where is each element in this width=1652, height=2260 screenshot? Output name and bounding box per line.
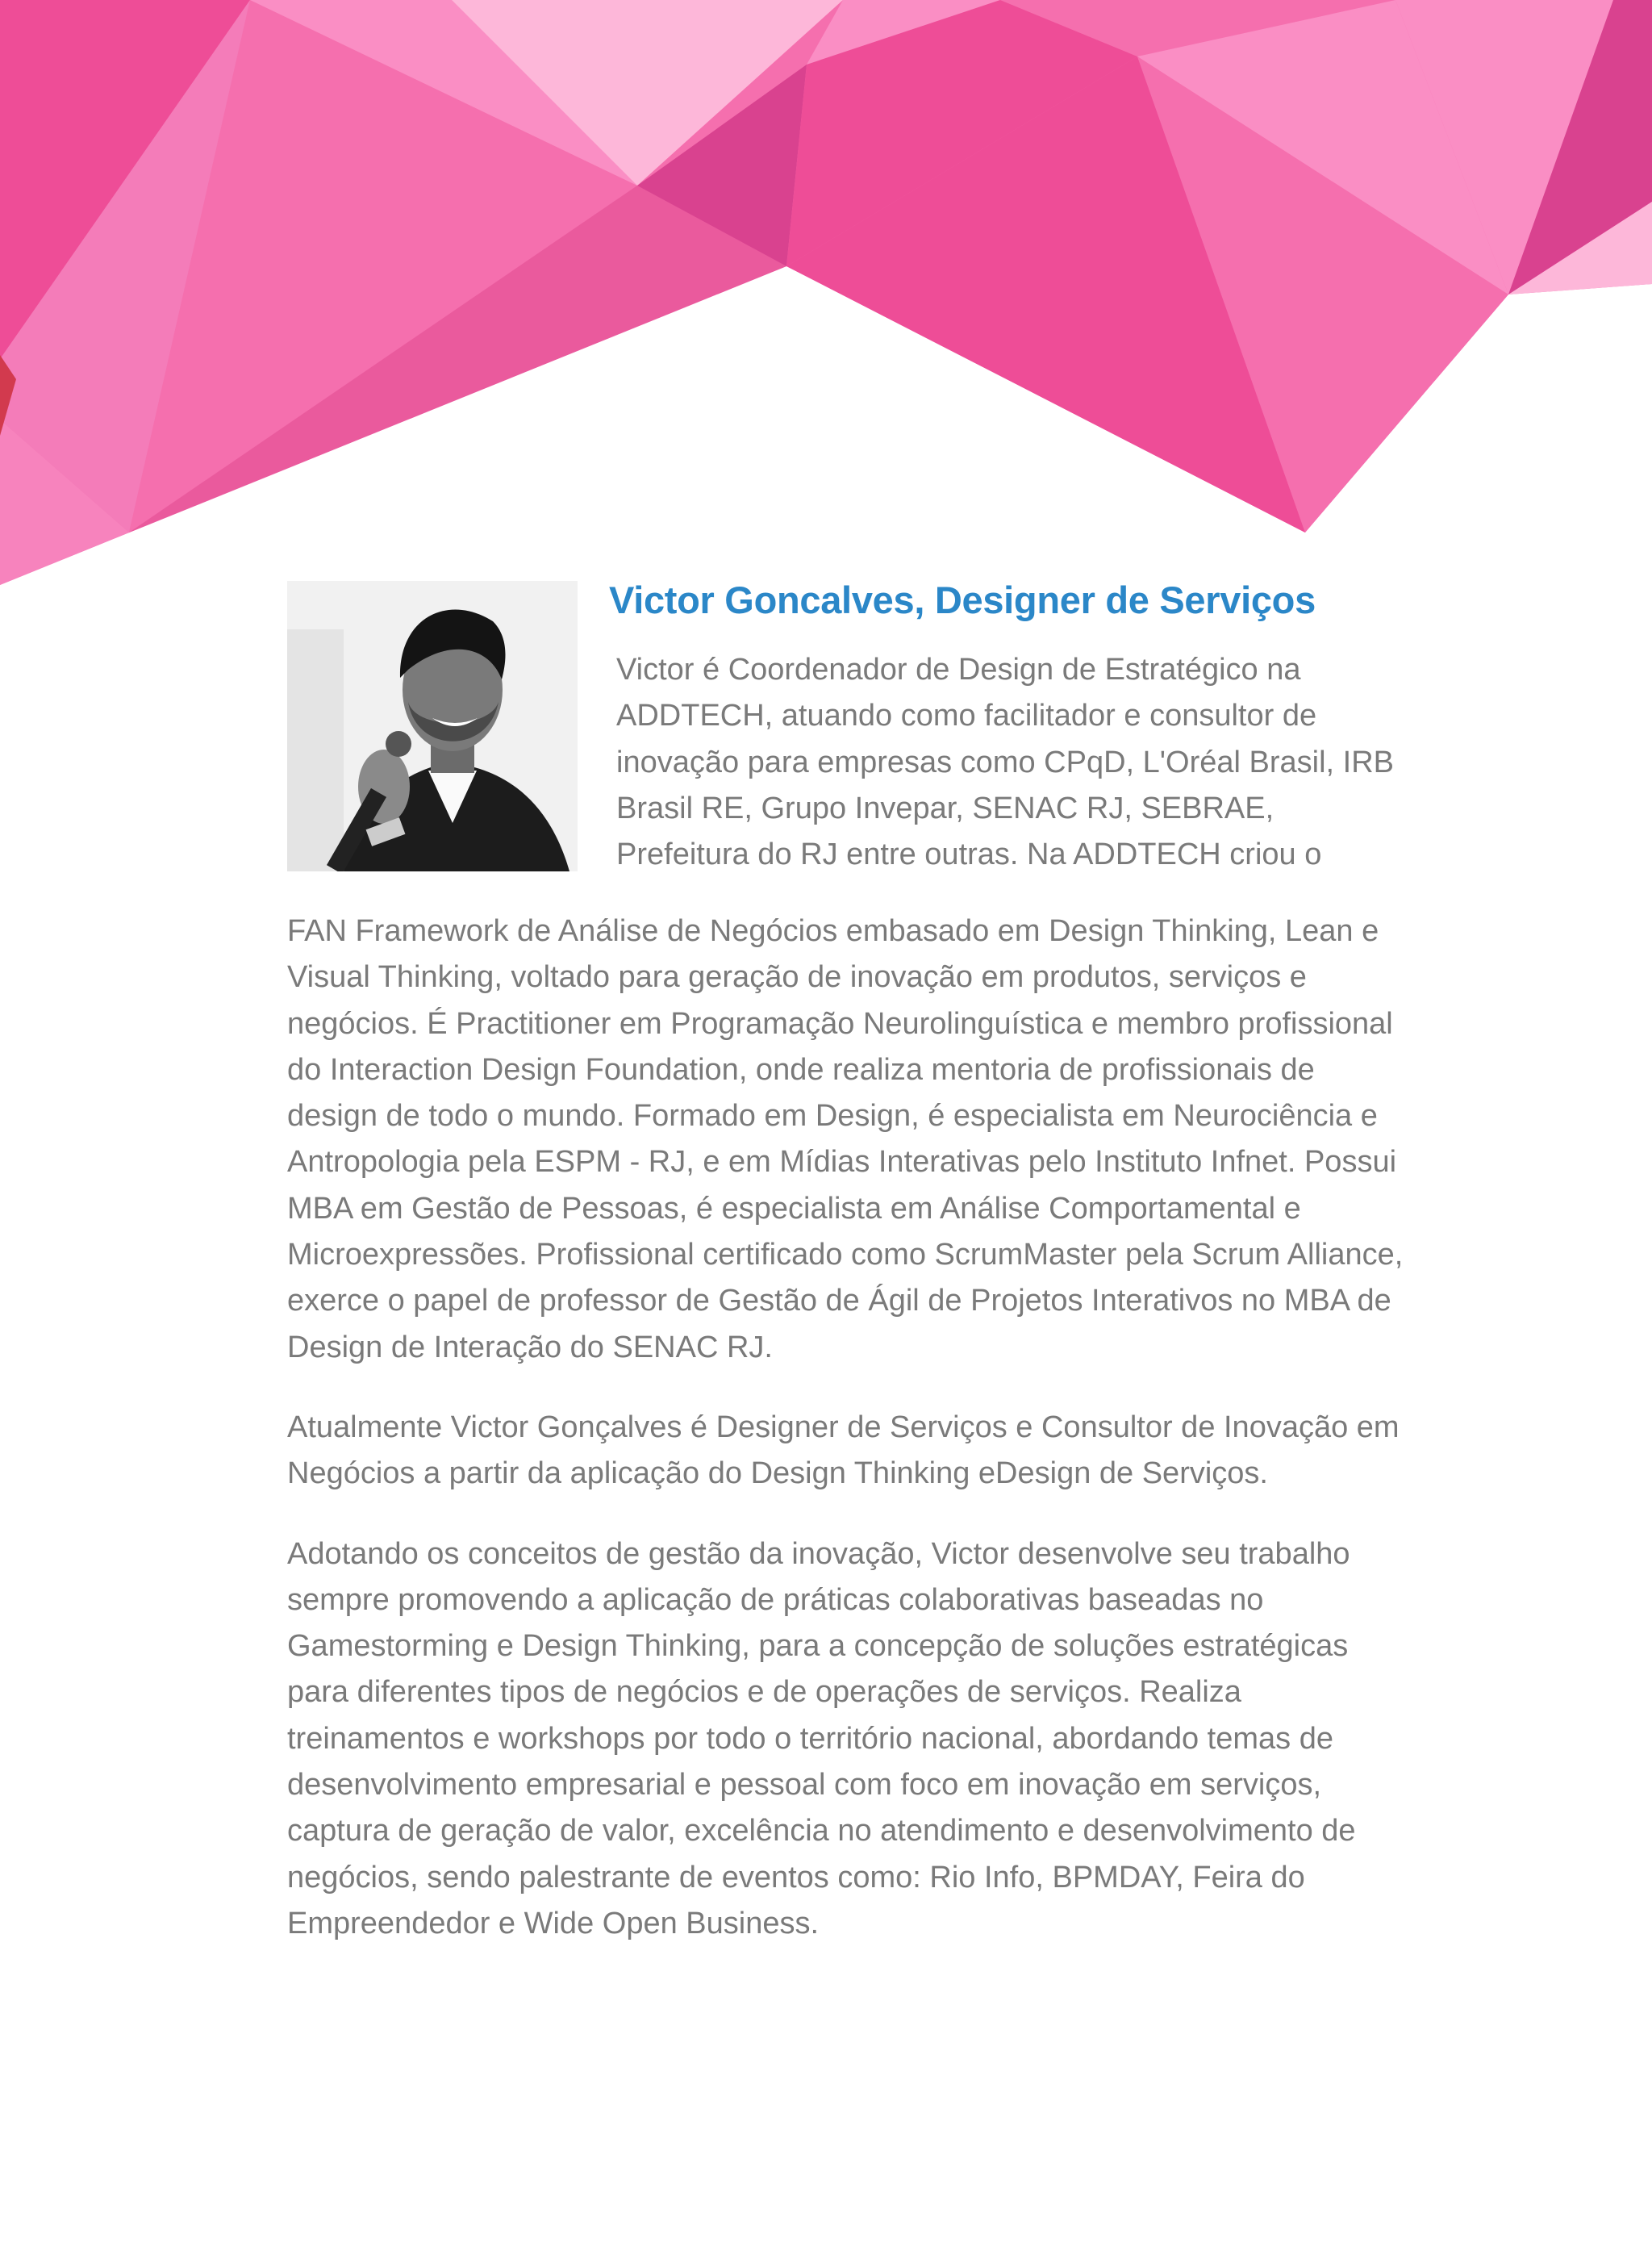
bio-section: [287, 579, 1410, 1947]
bio-paragraph-3: Adotando os conceitos de gestão da inovação, Victor desenvolve seu trabalho sempre promovendo a aplicação de práticas colaborativas baseadas no Gamestorming e Design Thinking, para a concepção de soluções estratégicas para diferentes tipos de negócios e de operações de serviços. Realiza treinamentos e workshops por todo o território nacional, abordando temas de desenvolvimento empresarial e pessoal com foco em inovação em serviços, captura de geração de valor, excelência no atendimento e desenvolvimento de negócios, sendo palestrante de eventos como: Rio Info, BPMDAY, Feira do Empreendedor e Wide Open Business.: [287, 1536, 1356, 1940]
intro-text: Victor é Coordenador de Design de Estratégico na ADDTECH, atuando como facilitador e consultor de inovação para empresas como CPqD, L'Oréal Brasil, IRB Brasil RE, Grupo Invepar, SENAC RJ, SEBRAE, Prefeitura do RJ entre outras. Na ADDTECH criou o: [616, 653, 1394, 872]
bio-header: [287, 579, 1410, 879]
pink-polygon-header: [0, 0, 1652, 589]
portrait-photo: [287, 581, 578, 871]
bio-paragraph-2: Atualmente Victor Gonçalves é Designer de Serviços e Consultor de Inovação em Negócios a partir da aplicação do Design Thinking eDesign de Serviços.: [287, 1410, 1400, 1491]
page-title: Victor Goncalves, Designer de Serviços: [609, 579, 1316, 621]
bio-paragraph-1: FAN Framework de Análise de Negócios embasado em Design Thinking, Lean e Visual Thinking, voltado para geração de inovação em produtos, serviços e negócios. É Practitioner em Programação Neurolinguística e membro profissional do Interaction Design Foundation, onde realiza mentoria de profissionais de design de todo o mundo. Formado em Design, é especialista em Neurociência e Antropologia pela ESPM - RJ, e em Mídias Interativas pelo Instituto Infnet. Possui MBA em Gestão de Pessoas, é especialista em Análise Comportamental e Microexpressões. Profissional certificado como ScrumMaster pela Scrum Alliance, exerce o papel de professor de Gestão de Ágil de Projetos Interativos no MBA de Design de Interação do SENAC RJ.: [287, 914, 1404, 1364]
person-photo-icon: [287, 581, 578, 871]
